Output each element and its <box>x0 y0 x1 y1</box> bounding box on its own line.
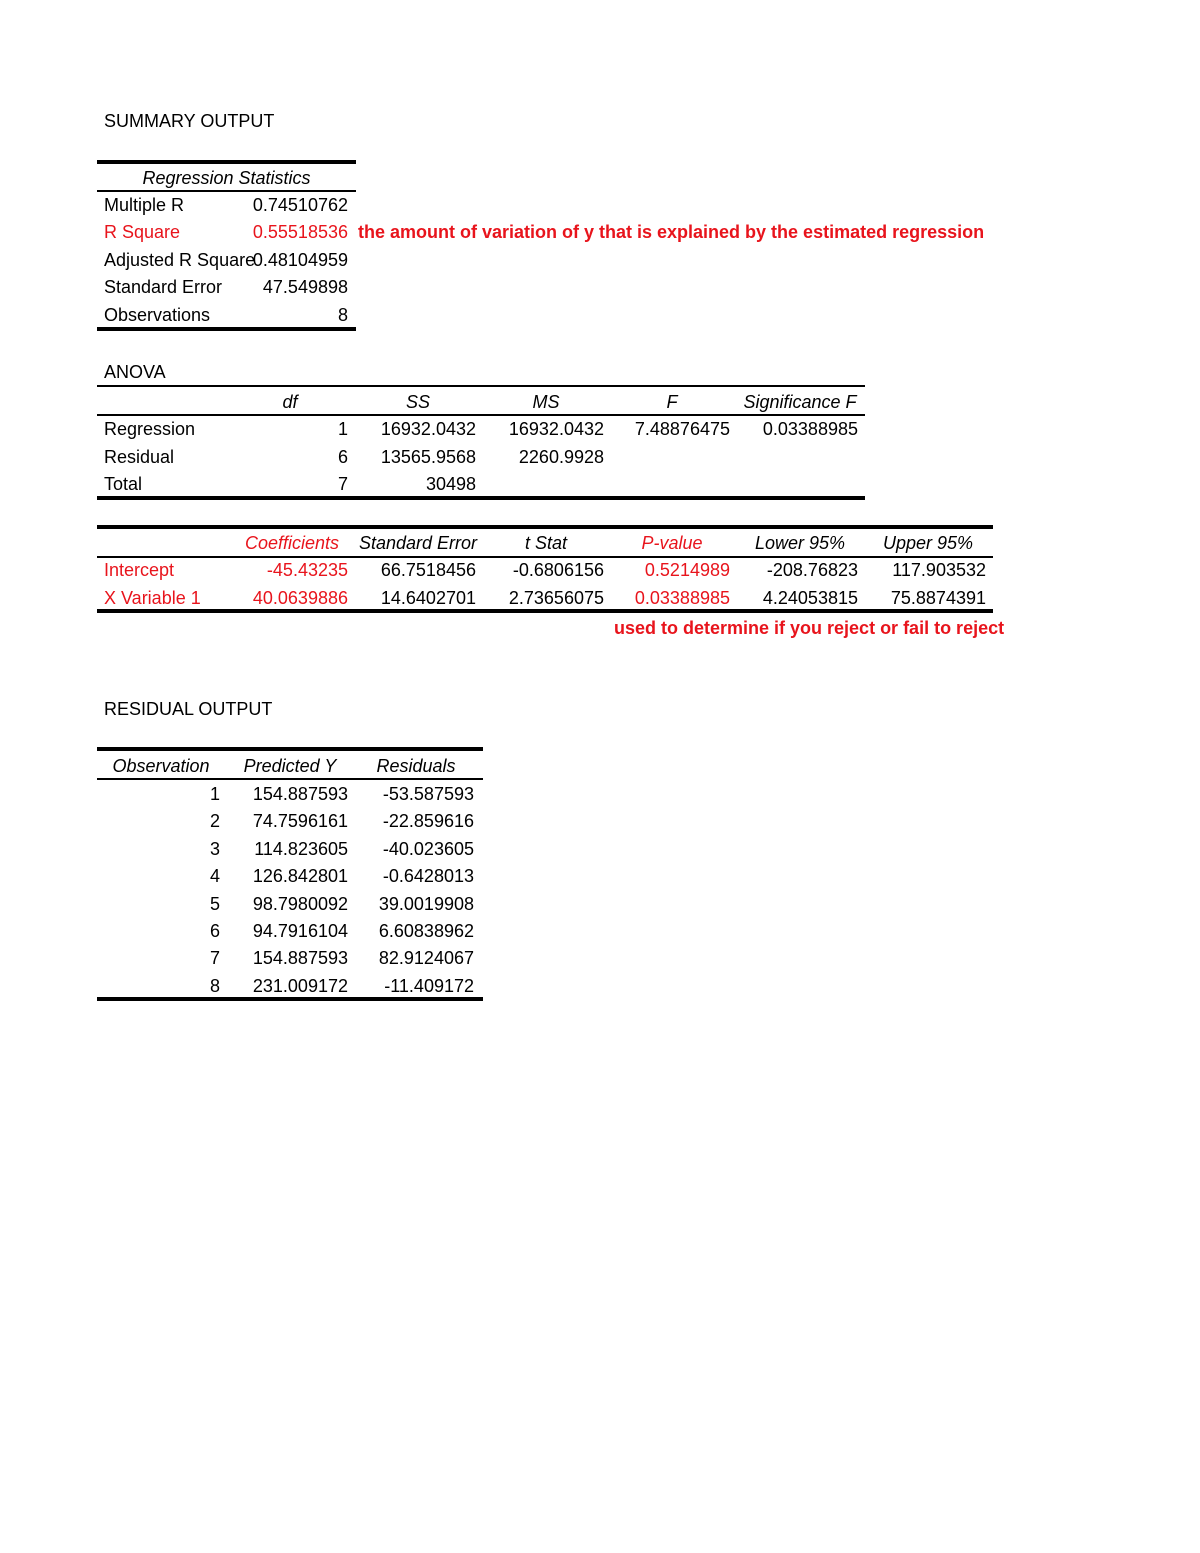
intercept-p-value: 0.5214989 <box>644 560 730 580</box>
anova-regression-df: 1 <box>337 419 348 439</box>
multiple-r-value: 0.74510762 <box>252 195 348 215</box>
residual-observation: 4 <box>209 866 220 886</box>
residual-value: 82.9124067 <box>378 948 474 968</box>
anova-residual-label: Residual <box>104 447 175 467</box>
anova-header-divider <box>97 414 865 416</box>
anova-total-ss: 30498 <box>425 474 476 494</box>
standard-error-value: 47.549898 <box>262 277 348 297</box>
residual-observation: 1 <box>209 784 220 804</box>
coef-header-t-stat: t Stat <box>524 533 568 553</box>
anova-header-ms: MS <box>532 392 560 412</box>
intercept-t-stat: -0.6806156 <box>512 560 604 580</box>
x-variable-1-coefficient: 40.0639886 <box>252 588 348 608</box>
x-variable-1-upper-95: 75.8874391 <box>890 588 986 608</box>
anova-top-border <box>97 385 865 387</box>
bottom-border <box>97 327 356 331</box>
residual-predicted-y: 154.887593 <box>252 948 348 968</box>
residual-predicted-y: 94.7916104 <box>252 921 348 941</box>
x-variable-1-p-value: 0.03388985 <box>634 588 730 608</box>
x-variable-1-lower-95: 4.24053815 <box>762 588 858 608</box>
residual-predicted-y: 154.887593 <box>252 784 348 804</box>
residual-bottom-border <box>97 997 483 1001</box>
residual-top-border <box>97 747 483 751</box>
residual-predicted-y: 74.7596161 <box>252 811 348 831</box>
intercept-upper-95: 117.903532 <box>892 560 986 580</box>
residual-observation: 3 <box>209 839 220 859</box>
residual-output-title: RESIDUAL OUTPUT <box>104 699 273 719</box>
residual-value: 39.0019908 <box>378 894 474 914</box>
anova-title: ANOVA <box>104 362 166 382</box>
r-square-label: R Square <box>104 222 181 242</box>
residual-value: -22.859616 <box>382 811 474 831</box>
x-variable-1-standard-error: 14.6402701 <box>380 588 476 608</box>
intercept-standard-error: 66.7518456 <box>380 560 476 580</box>
anova-regression-label: Regression <box>104 419 196 439</box>
adjusted-r-square-value: 0.48104959 <box>252 250 348 270</box>
coefficients-bottom-border <box>97 609 993 613</box>
residual-header-residuals: Residuals <box>376 756 456 776</box>
observations-value: 8 <box>337 305 348 325</box>
residual-predicted-y: 98.7980092 <box>252 894 348 914</box>
coef-header-upper-95: Upper 95% <box>882 533 974 553</box>
coefficients-top-border <box>97 525 993 529</box>
anova-regression-f: 7.48876475 <box>634 419 730 439</box>
residual-header-observation: Observation <box>112 756 210 776</box>
coef-header-standard-error: Standard Error <box>358 533 478 553</box>
residual-observation: 5 <box>209 894 220 914</box>
residual-header-predicted-y: Predicted Y <box>243 756 337 776</box>
header-divider <box>97 190 356 192</box>
residual-predicted-y: 231.009172 <box>252 976 348 996</box>
residual-predicted-y: 126.842801 <box>252 866 348 886</box>
x-variable-1-label: X Variable 1 <box>104 588 201 608</box>
anova-total-label: Total <box>104 474 143 494</box>
coefficients-header-divider <box>97 556 993 558</box>
regression-statistics-header: Regression Statistics <box>142 168 311 188</box>
residual-value: -53.587593 <box>382 784 474 804</box>
anova-residual-df: 6 <box>337 447 348 467</box>
coef-header-p-value: P-value <box>641 533 703 553</box>
anova-regression-ss: 16932.0432 <box>380 419 476 439</box>
anova-residual-ss: 13565.9568 <box>380 447 476 467</box>
anova-total-df: 7 <box>337 474 348 494</box>
standard-error-label: Standard Error <box>104 277 223 297</box>
anova-regression-significance: 0.03388985 <box>762 419 858 439</box>
anova-header-f: F <box>666 392 678 412</box>
residual-value: 6.60838962 <box>378 921 474 941</box>
residual-observation: 6 <box>209 921 220 941</box>
anova-header-df: df <box>282 392 298 412</box>
multiple-r-label: Multiple R <box>104 195 185 215</box>
intercept-lower-95: -208.76823 <box>766 560 858 580</box>
residual-value: -11.409172 <box>384 976 474 996</box>
r-square-note: the amount of variation of y that is explained by the estimated regression <box>358 222 985 242</box>
anova-header-significance-f: Significance F <box>743 392 857 412</box>
r-square-value: 0.55518536 <box>252 222 348 242</box>
p-value-note: used to determine if you reject or fail to reject <box>614 618 1005 638</box>
adjusted-r-square-label: Adjusted R Square <box>104 250 256 270</box>
residual-value: -40.023605 <box>382 839 474 859</box>
residual-header-divider <box>97 778 483 780</box>
anova-residual-ms: 2260.9928 <box>518 447 604 467</box>
anova-header-ss: SS <box>405 392 430 412</box>
anova-regression-ms: 16932.0432 <box>508 419 604 439</box>
residual-observation: 2 <box>209 811 220 831</box>
intercept-label: Intercept <box>104 560 175 580</box>
residual-predicted-y: 114.823605 <box>254 839 348 859</box>
residual-value: -0.6428013 <box>382 866 474 886</box>
residual-observation: 8 <box>209 976 220 996</box>
top-border <box>97 160 356 164</box>
x-variable-1-t-stat: 2.73656075 <box>508 588 604 608</box>
anova-bottom-border <box>97 496 865 500</box>
residual-observation: 7 <box>209 948 220 968</box>
summary-title: SUMMARY OUTPUT <box>104 111 275 131</box>
coef-header-coefficients: Coefficients <box>244 533 340 553</box>
observations-label: Observations <box>104 305 211 325</box>
coef-header-lower-95: Lower 95% <box>754 533 846 553</box>
intercept-coefficient: -45.43235 <box>266 560 348 580</box>
